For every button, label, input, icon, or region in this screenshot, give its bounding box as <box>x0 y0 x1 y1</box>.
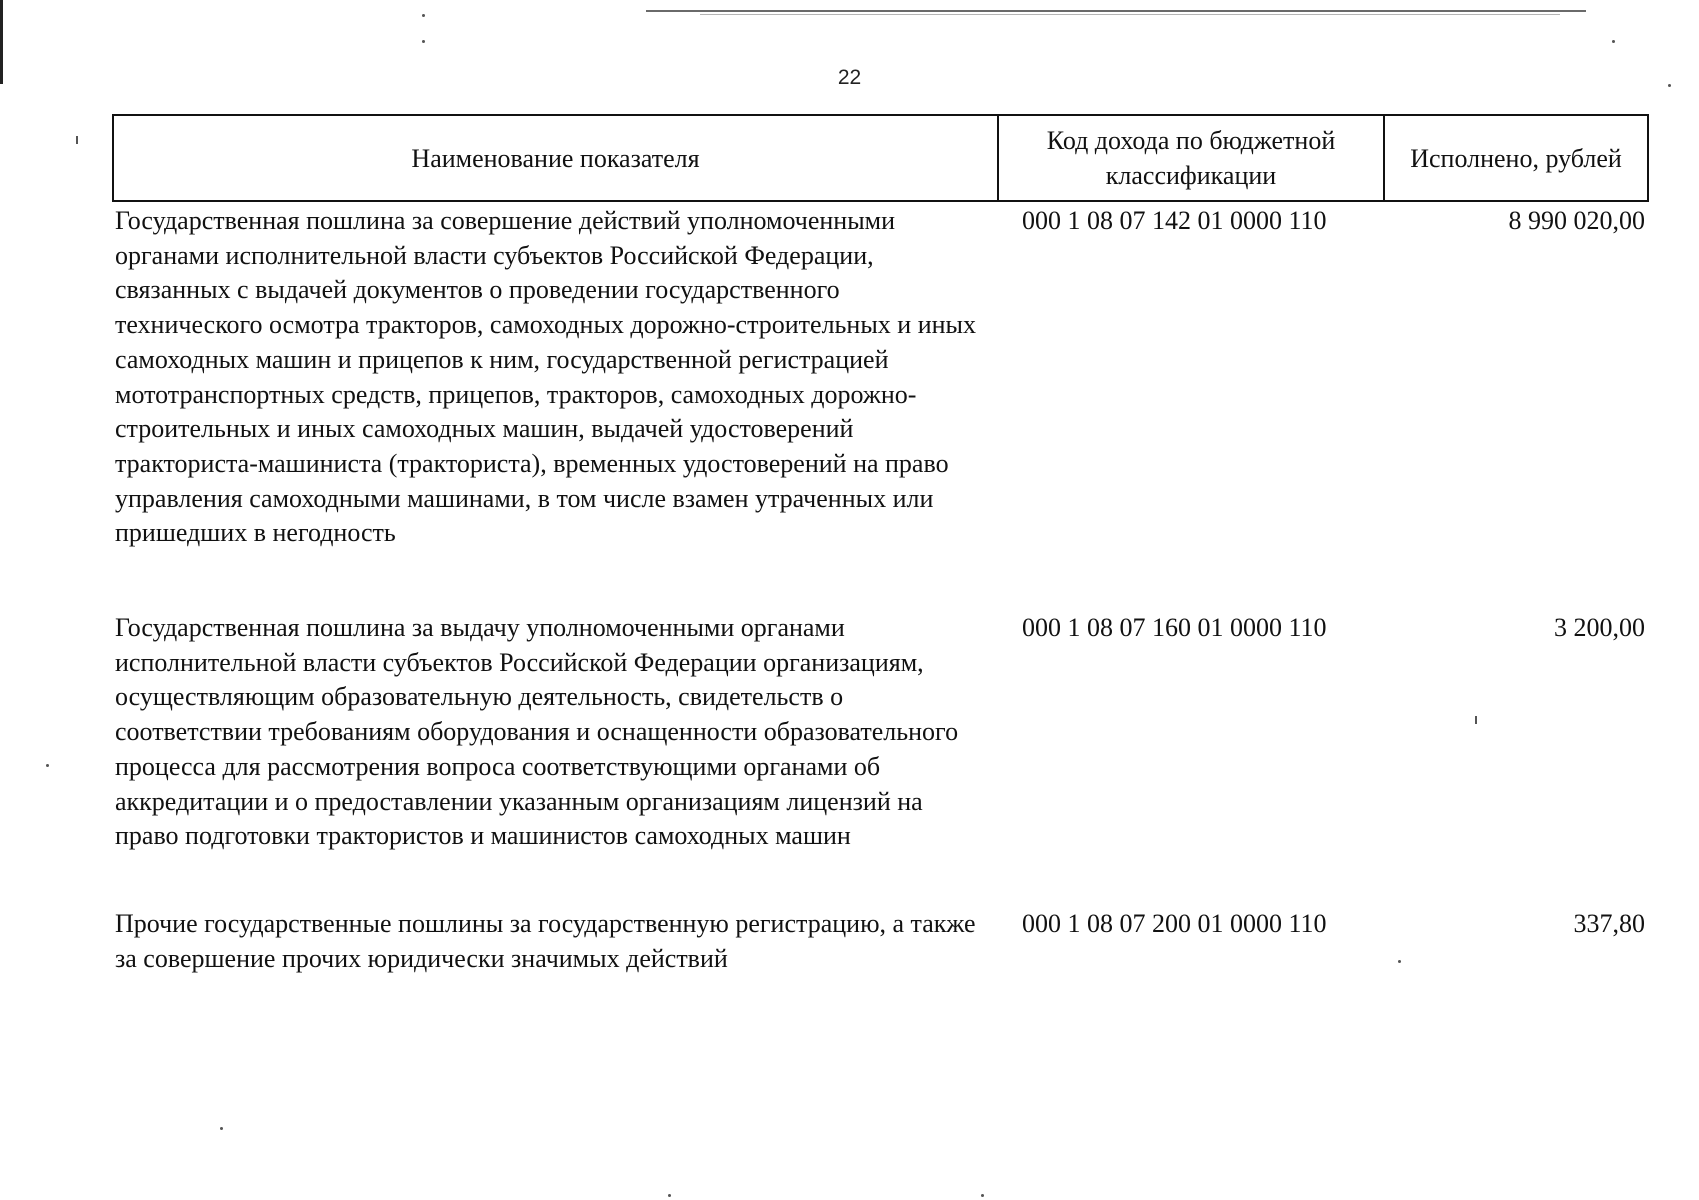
header-income-code-line1: Код дохода по бюджетной <box>1046 126 1336 155</box>
row-income-code: 000 1 08 07 142 01 0000 110 <box>1022 206 1327 235</box>
scan-speck <box>1612 40 1615 43</box>
table-row <box>112 907 1649 976</box>
table-header <box>112 114 1649 202</box>
page-number: 22 <box>837 66 862 89</box>
header-income-code <box>999 116 1385 200</box>
scan-speck <box>220 1127 223 1130</box>
scan-speck <box>46 764 49 767</box>
scan-speck <box>422 40 425 43</box>
scan-top-line-faint <box>700 14 1560 15</box>
header-executed-amount: Исполнено, рублей <box>1410 143 1622 173</box>
row-income-code: 000 1 08 07 200 01 0000 110 <box>1022 909 1327 938</box>
row-indicator-name: Государственная пошлина за выдачу уполномоченными органами исполнительной власти субъектов Российской Федерации организациям, осуществляющим образовательную деятельность, свидетельств о соответствии требованиям оборудования и оснащенности образовательного процесса для рассмотрения вопроса соответствующими органами об аккредитации и о предоставлении указанным организациям лицензий на право подготовки трактористов и машинистов самоходных машин <box>115 613 959 851</box>
scan-top-line <box>646 10 1586 12</box>
header-income-code-line2: классификации <box>1105 161 1277 190</box>
row-indicator-name: Государственная пошлина за совершение действий уполномоченными органами исполнительной власти субъектов Российской Федерации, связанных с выдачей документов о проведении государственного технического осмотра тракторов, самоходных дорожно-строительных и иных самоходных машин и прицепов к ним, государственной регистрацией мототранспортных средств, прицепов, тракторов, самоходных дорожно-строительных и иных самоходных машин, выдачей удостоверений тракториста-машиниста (тракториста), временных удостоверений на право управления самоходными машинами, в том числе взамен утраченных или пришедших в негодность <box>115 206 976 548</box>
row-executed-amount: 337,80 <box>1573 909 1645 938</box>
scan-speck <box>981 1194 984 1197</box>
scan-speck <box>76 136 78 144</box>
row-executed-amount: 8 990 020,00 <box>1508 206 1645 235</box>
row-executed-amount: 3 200,00 <box>1554 613 1645 642</box>
table-row <box>112 611 1649 854</box>
row-income-code: 000 1 08 07 160 01 0000 110 <box>1022 613 1327 642</box>
scan-speck <box>668 1194 671 1197</box>
header-indicator-name: Наименование показателя <box>114 116 999 200</box>
row-indicator-name: Прочие государственные пошлины за государственную регистрацию, а также за совершение прочих юридически значимых действий <box>115 909 976 973</box>
scan-speck <box>422 14 425 17</box>
table-row <box>112 204 1649 551</box>
